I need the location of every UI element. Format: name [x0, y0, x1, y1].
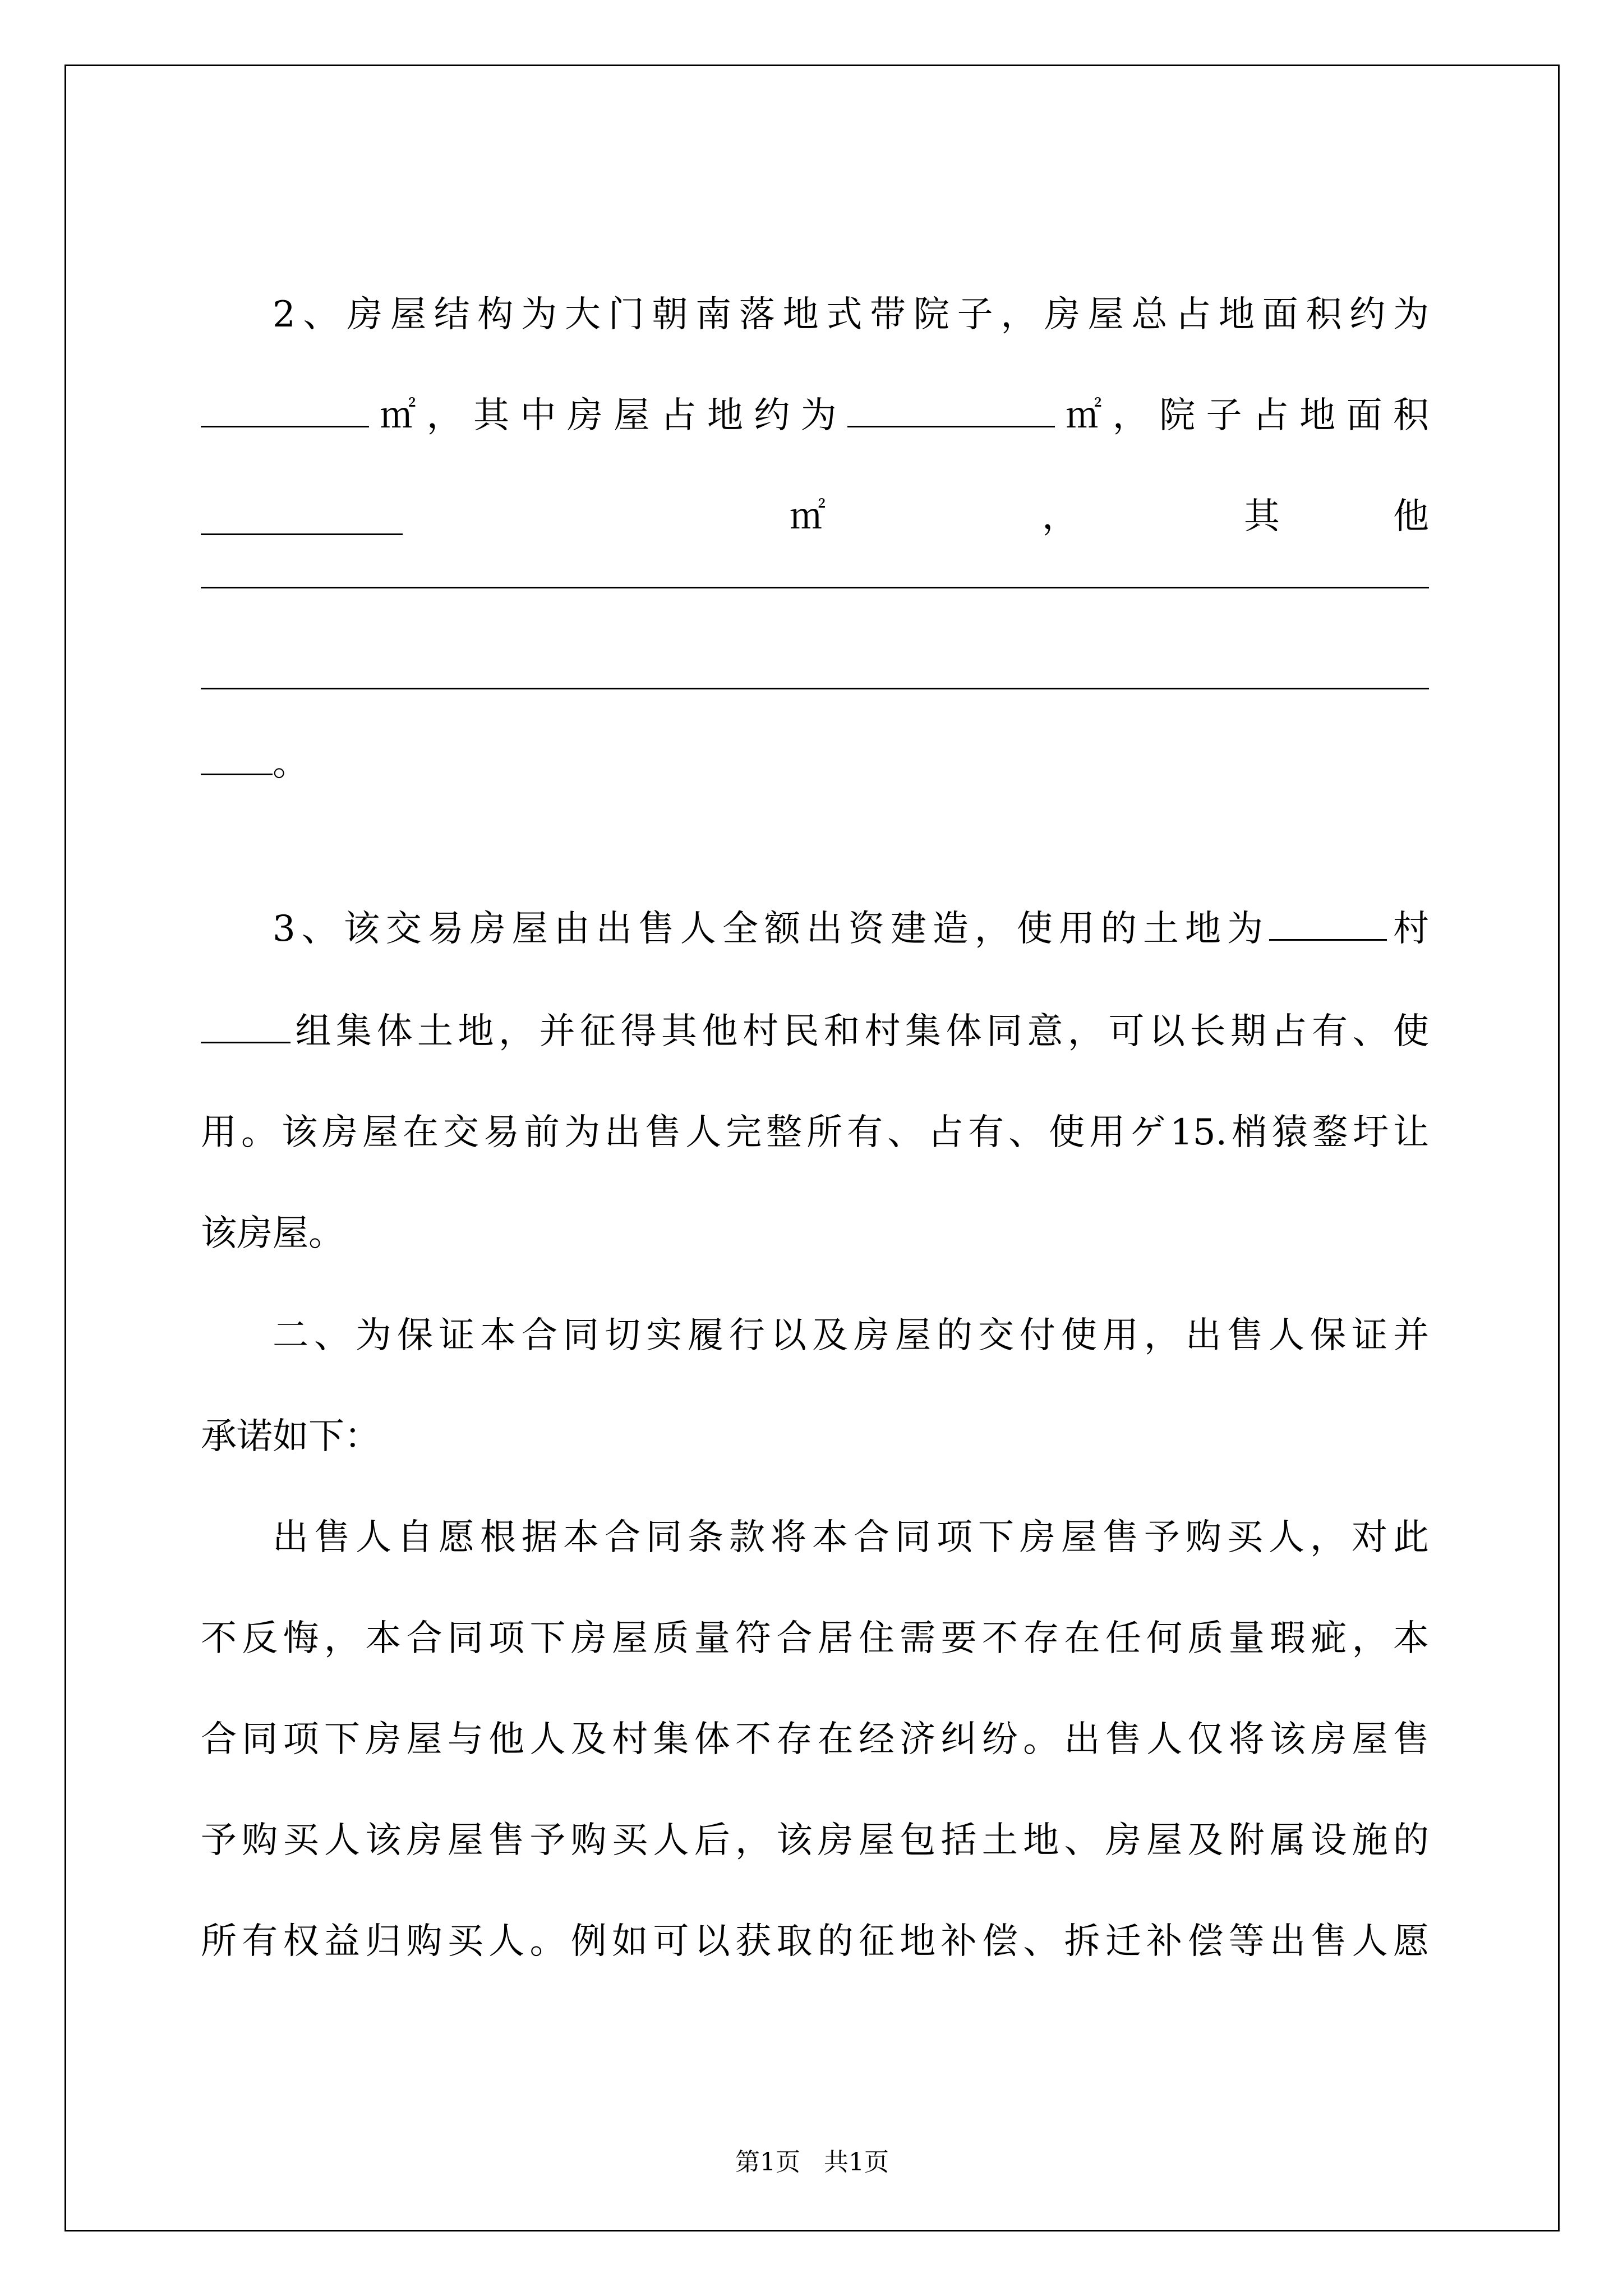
blank-village — [1269, 903, 1387, 941]
paragraph-3-line-2 — [201, 1005, 1429, 1059]
paragraph-3-line-4 — [201, 1207, 1429, 1260]
paragraph-2-line-2 — [201, 389, 1429, 443]
paragraph-3-text: 该房屋。 — [201, 1213, 344, 1254]
paragraph-3-line-3 — [201, 1106, 1429, 1159]
paragraph-3-text: 村 — [1387, 908, 1430, 950]
seller-paragraph-line-1 — [201, 1511, 1429, 1565]
seller-paragraph-line-2 — [201, 1612, 1429, 1665]
seller-paragraph-text: 所有权益归购买人。例如可以获取的征地补偿、拆迁补偿等出售人愿 — [201, 1921, 1429, 1962]
seller-paragraph-text: 不反悔，本合同项下房屋质量符合居住需要不存在任何质量瑕疵，本 — [201, 1618, 1429, 1659]
seller-paragraph-text: 出售人自愿根据本合同条款将本合同项下房屋售予购买人，对此 — [273, 1517, 1429, 1558]
seller-paragraph-line-5 — [201, 1915, 1429, 1968]
other-text-b: 他 — [1393, 496, 1429, 537]
unit-text: ㎡ — [790, 496, 826, 537]
unit-text: ㎡，院子占地面积 — [1055, 395, 1430, 436]
page-footer — [66, 2142, 1558, 2178]
blank-line-other-2 — [201, 688, 1429, 689]
seller-paragraph-text: 合同项下房屋与他人及村集体不存在经济纠纷。出售人仅将该房屋售 — [201, 1719, 1429, 1760]
seller-paragraph-text: 予购买人该房屋售予购买人后，该房屋包括土地、房屋及附属设施的 — [201, 1820, 1429, 1861]
blank-yard-area — [201, 498, 403, 535]
blank-group — [201, 1006, 291, 1043]
section-2-line-1 — [201, 1309, 1429, 1363]
paragraph-2-line-1 — [201, 288, 1429, 342]
blank-house-area — [847, 390, 1055, 427]
other-text-a: 其 — [1244, 496, 1280, 537]
document-page — [64, 65, 1560, 2231]
period-text: 。 — [273, 743, 308, 784]
blank-total-area — [201, 390, 369, 427]
paragraph-3-text: 用。该房屋在交易前为出售人完整所有、占有、使用ゲ15.梢猿鍪圩让 — [201, 1112, 1429, 1153]
paragraph-3-text: 组集体土地，并征得其他村民和村集体同意，可以长期占有、使 — [291, 1011, 1429, 1052]
comma-text: ， — [1042, 496, 1078, 537]
paragraph-3-text: 3、该交易房屋由出售人全额出资建造，使用的土地为 — [273, 908, 1269, 950]
unit-text: ㎡，其中房屋占地约为 — [369, 395, 848, 436]
seller-paragraph-line-3 — [201, 1713, 1429, 1766]
page-number-current: 第1页 — [735, 2148, 800, 2177]
paragraph-2-text: 2、房屋结构为大门朝南落地式带院子，房屋总占地面积约为 — [273, 294, 1429, 335]
section-2-text: 二、为保证本合同切实履行以及房屋的交付使用，出售人保证并 — [273, 1315, 1429, 1356]
seller-paragraph-line-4 — [201, 1814, 1429, 1867]
section-2-text: 承诺如下： — [201, 1416, 380, 1457]
page-number-total: 共1页 — [824, 2148, 889, 2177]
section-2-line-2 — [201, 1410, 1429, 1464]
paragraph-2-line-3 — [201, 490, 1429, 544]
blank-line-other-1 — [201, 587, 1429, 588]
blank-other-end — [201, 738, 273, 775]
paragraph-2-line-6 — [201, 737, 1429, 790]
paragraph-3-line-1 — [201, 902, 1429, 956]
